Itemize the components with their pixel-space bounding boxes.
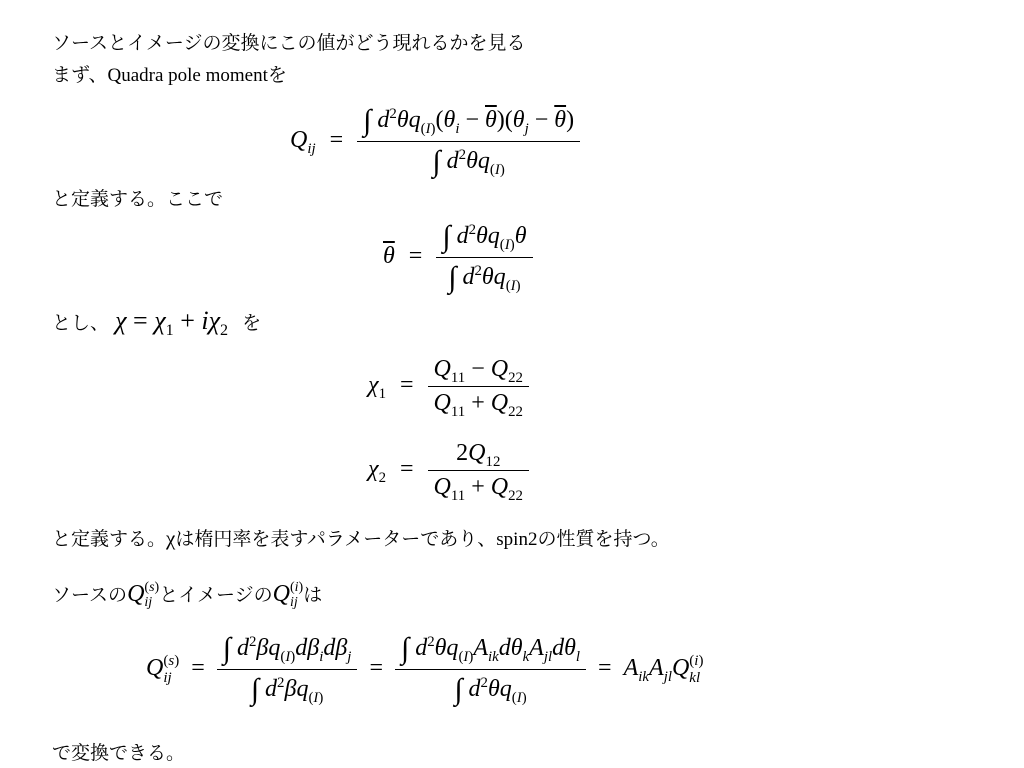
trans-result: $A_{ik}A_{jl}Q$ (i) kl	[623, 653, 704, 686]
trans-numerator-2: ∫ $d^2\theta q_{(I)}A_{ik}d\theta_kA_{jl}d\theta_l$	[395, 632, 586, 670]
chi2-numerator: $2Q_{12}$	[428, 440, 529, 471]
quadrupole-denominator: ∫ $d^2\theta q_{(I)}$	[432, 145, 505, 178]
trans-lhs: Q (s) ij	[146, 653, 180, 686]
title-line-2	[52, 60, 287, 87]
title-line-1: ソースとイメージの変換にこの値がどう現れるかを見る	[52, 32, 526, 54]
desc-chi-symbol: χ	[166, 526, 176, 550]
chi-line-post: を	[242, 312, 262, 334]
trans-denominator-2: ∫ $d^2\theta q_{(I)}$	[454, 673, 527, 706]
quadrupole-fraction	[357, 104, 580, 179]
q-image-symbol: Q (i) ij	[272, 580, 304, 611]
final-line: で変換できる。	[52, 742, 186, 764]
chi1-denominator: $Q_{11} + Q_{22}$	[433, 390, 523, 420]
trans-fraction-2	[395, 632, 586, 707]
source-line-b: とイメージの	[159, 584, 273, 606]
quadrupole-numerator: ∫ $d^2\theta q_{(I)}(\theta_i - \overline{\theta})(\theta_j - \overline{\theta})$	[357, 104, 580, 142]
chi-line-pre: とし、	[52, 312, 110, 334]
theta-bar-numerator: ∫ $d^2\theta q_{(I)}\theta$	[436, 220, 532, 258]
desc-spin2: spin2	[496, 529, 538, 550]
source-line-c: は	[303, 584, 323, 606]
quadrupole-equation: $Q_{ij}$ = $\frac{\int d^2\theta q_{(I)}(\theta_i - \overline{\theta})(\theta_j - \overline{\theta})}{\int d^2\theta q_{(I)}}$	[290, 104, 580, 179]
desc-post: の性質を持つ。	[537, 528, 670, 550]
q-lhs: $Q_{ij}$	[290, 127, 316, 157]
chi1-equation: $\chi_1$ = $\frac{Q_{11} - Q_{22}}{Q_{11} + Q_{22}}$	[368, 356, 529, 417]
theta-bar-denominator: ∫ $d^2\theta q_{(I)}$	[448, 261, 521, 294]
chi2-fraction	[428, 440, 529, 504]
theta-bar-equation: $\overline{\theta}$ = $\frac{\int d^2\theta q_{(I)}\theta}{\int d^2\theta q_{(I)}}$	[383, 220, 533, 295]
chi-definition-line	[52, 306, 262, 340]
title-line-2-post: を	[267, 64, 287, 86]
chi2-denominator: $Q_{11} + Q_{22}$	[433, 474, 523, 504]
trans-numerator-1: ∫ $d^2\beta q_{(I)}d\beta_id\beta_j$	[217, 632, 358, 670]
source-image-line	[52, 580, 322, 611]
source-line-a: ソースの	[52, 584, 128, 606]
trans-denominator-1: ∫ $d^2\beta q_{(I)}$	[250, 673, 324, 706]
chi1-numerator: $Q_{11} - Q_{22}$	[428, 356, 529, 387]
trans-fraction-1	[217, 632, 358, 707]
desc-mid: は楕円率を表すパラメーターであり、	[175, 528, 497, 550]
chi-expression: $\chi = \chi_1 + i\chi_2$	[115, 306, 229, 340]
title-line-2-pre: まず、	[52, 64, 108, 86]
chi2-equation: $\chi_2$ = $\frac{2Q_{12}}{Q_{11} + Q_{22}}$	[368, 440, 529, 501]
definition-line: と定義する。ここで	[52, 188, 224, 210]
theta-bar-fraction	[436, 220, 532, 295]
chi1-fraction	[428, 356, 529, 420]
q-source-symbol: Q (s) ij	[127, 580, 160, 611]
quadrapole-moment-text: Quadra pole moment	[107, 65, 268, 86]
transformation-equation: Q (s) ij = $\frac{\int d^2\beta q_{(I)}d\beta_id\beta_j}{\int d^2\beta q_{(I)}}$ = $\frac{\int d^2\theta q_{(I)}A_{ik}d\theta_kA_{jl}d\theta_l}{\int d^2\theta q_{(I)}}$ = $A_{ik}A_{jl}Q$ (i) kl	[146, 632, 704, 706]
desc-pre: と定義する。	[52, 528, 167, 550]
chi-description-line	[52, 524, 670, 551]
